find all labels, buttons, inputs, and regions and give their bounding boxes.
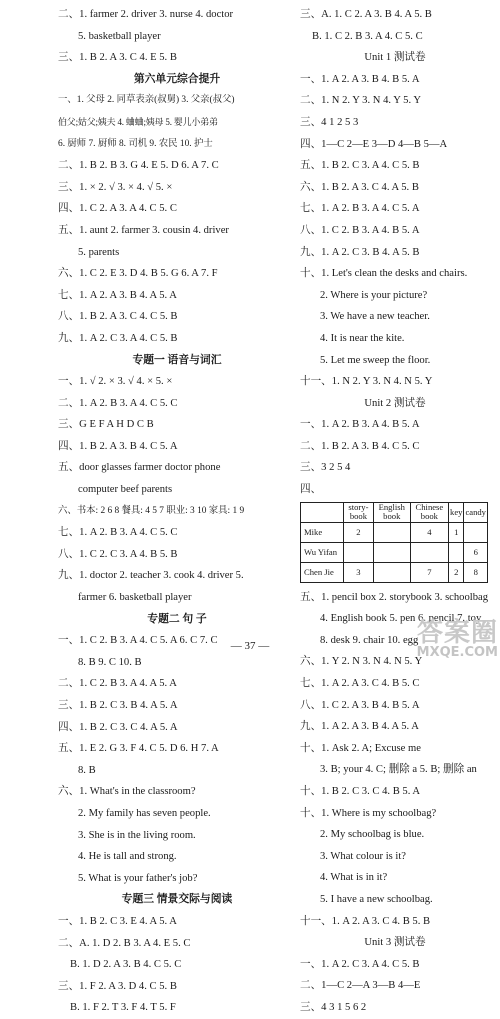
answer-line: 一、1. A 2. C 3. A 4. C 5. B (300, 958, 420, 970)
watermark-logo: 答案圈 (416, 618, 498, 648)
answer-line: 一、1. √ 2. × 3. √ 4. × 5. × (58, 376, 173, 388)
answer-line: 二、1. B 2. A 3. B 4. C 5. C (300, 440, 420, 452)
answer-line: 四、1. B 2. C 3. C 4. A 5. A (58, 721, 178, 733)
answer-line: 伯父;姑父;姨夫 4. 蛐蛐;姨母 5. 婴儿小弟弟 (58, 116, 218, 127)
table-header-cell: key (449, 502, 464, 522)
table-header-cell: story-book (344, 502, 374, 522)
table-cell: 8 (464, 562, 488, 582)
answer-line: 五、door glasses farmer doctor phone (58, 462, 221, 474)
answer-line: 三、1. F 2. A 3. D 4. C 5. B (58, 980, 177, 992)
answer-line: 六、1. B 2. A 3. C 4. A 5. B (300, 181, 419, 193)
answer-line: 八、1. B 2. A 3. C 4. C 5. B (58, 311, 178, 323)
answer-line: 一、1. C 2. B 3. A 4. C 5. A 6. C 7. C (58, 635, 218, 647)
table-cell: 7 (410, 562, 448, 582)
answer-line: 九、1. A 2. C 3. A 4. C 5. B (58, 332, 178, 344)
answer-line: 七、1. A 2. B 3. A 4. C 5. A (300, 203, 420, 215)
answer-line: 2. Where is your picture? (320, 289, 428, 301)
answer-line: 6. 厨师 7. 厨师 8. 司机 9. 农民 10. 护士 (58, 138, 213, 149)
answer-line: 三、1. B 2. C 3. B 4. A 5. A (58, 700, 178, 711)
answer-line: 五、1. pencil box 2. storybook 3. schoolbag (300, 591, 489, 603)
answer-line: 8. desk 9. chair 10. egg (320, 634, 419, 646)
answer-line: 七、1. A 2. B 3. A 4. C 5. C (58, 527, 178, 539)
answer-line: 8. B (78, 764, 96, 776)
watermark-url: MXQE.COM (416, 645, 498, 660)
answer-line: 5. Let me sweep the floor. (320, 354, 431, 366)
answer-line: 一、1. 父母 2. 同草表亲(叔舅) 3. 父亲(叔父) (58, 95, 235, 106)
answer-line: 十、1. Ask 2. A; Excuse me (300, 742, 421, 754)
answer-line: 十一、1. N 2. Y 3. N 4. N 5. Y (300, 376, 433, 388)
answer-line: 3. We have a new teacher. (320, 311, 430, 323)
answer-line: 四、 (300, 484, 322, 496)
answer-line: 5. parents (78, 246, 120, 258)
answer-line: 九、1. doctor 2. teacher 3. cook 4. driver 5. (58, 570, 244, 582)
page-number: — 37 — (230, 640, 270, 652)
table-cell: 2 (344, 522, 374, 542)
table-cell (373, 542, 410, 562)
answer-line: 二、1. N 2. Y 3. N 4. Y 5. Y (300, 95, 422, 107)
answer-line: 十、1. B 2. C 3. C 4. B 5. A (300, 786, 421, 797)
answer-line: 二、1. B 2. B 3. G 4. E 5. D 6. A 7. C (58, 160, 219, 172)
section-heading: Unit 3 测试卷 (364, 937, 426, 949)
answer-line: 六、1. What's in the classroom? (58, 786, 196, 798)
answer-line: 六、1. C 2. E 3. D 4. B 5. G 6. A 7. F (58, 268, 218, 280)
table-header-cell (301, 502, 344, 522)
answer-line: 三、A. 1. C 2. A 3. B 4. A 5. B (300, 9, 432, 20)
section-heading: 专题一 语音与词汇 (132, 353, 222, 366)
answer-line: 5. basketball player (78, 30, 161, 42)
count-table (300, 502, 488, 583)
answer-line: 4. It is near the kite. (320, 332, 405, 344)
table-cell (449, 542, 464, 562)
answer-line: 2. My family has seven people. (78, 807, 211, 819)
table-row (301, 562, 488, 582)
answer-line: 七、1. A 2. A 3. C 4. B 5. C (300, 678, 420, 690)
answer-line: 十一、1. A 2. A 3. C 4. B 5. B (300, 915, 431, 927)
table-cell (344, 542, 374, 562)
answer-line: 八、1. C 2. C 3. A 4. B 5. B (58, 548, 178, 560)
answer-line: 一、1. A 2. A 3. B 4. B 5. A (300, 73, 420, 85)
answer-line: 二、1. farmer 2. driver 3. nurse 4. doctor (58, 9, 234, 20)
table-row (301, 522, 488, 542)
table-row-label: Mike (301, 522, 344, 542)
table-cell: 2 (449, 562, 464, 582)
table-cell: 1 (449, 522, 464, 542)
answer-line: 四、1—C 2—E 3—D 4—B 5—A (300, 138, 448, 150)
answer-line: 一、1. B 2. C 3. E 4. A 5. A (58, 915, 177, 927)
answer-line: 二、1. C 2. B 3. A 4. A 5. A (58, 678, 177, 690)
table-row (301, 542, 488, 562)
right-column (300, 4, 490, 1019)
right-column-top (300, 4, 490, 501)
answer-line: B. 1. F 2. T 3. F 4. T 5. F (70, 1002, 176, 1014)
answer-line: 三、1. × 2. √ 3. × 4. √ 5. × (58, 181, 173, 193)
answer-line: 3. What colour is it? (320, 850, 407, 862)
answer-line: 5. What is your father's job? (78, 872, 198, 884)
answer-line: 4. He is tall and strong. (78, 851, 177, 863)
answer-line: B. 1. D 2. A 3. B 4. C 5. C (70, 959, 182, 971)
answer-line: 5. I have a new schoolbag. (320, 893, 433, 905)
answer-line: farmer 6. basketball player (78, 592, 192, 604)
answer-line: 4. English book 5. pen 6. pencil 7. toy (320, 613, 482, 625)
answer-line: computer beef parents (78, 484, 173, 496)
answer-line: 三、3 2 5 4 (300, 462, 351, 474)
answer-line: 2. My schoolbag is blue. (320, 829, 425, 841)
table-cell: 3 (344, 562, 374, 582)
table-cell (410, 542, 448, 562)
answer-line: 三、G E F A H D C B (58, 419, 154, 431)
table-header-cell: English book (373, 502, 410, 522)
table-header-row (301, 502, 488, 522)
answer-line: 五、1. aunt 2. farmer 3. cousin 4. driver (58, 224, 229, 236)
table-row-label: Chen Jie (301, 562, 344, 582)
section-heading: Unit 2 测试卷 (364, 397, 426, 409)
section-heading: Unit 1 测试卷 (364, 52, 426, 64)
answer-line: 一、1. A 2. B 3. A 4. B 5. A (300, 419, 420, 431)
section-heading: 专题二 句 子 (147, 612, 207, 625)
table-header-cell: candy (464, 502, 488, 522)
left-column (58, 4, 296, 1019)
answer-line: 十、1. Where is my schoolbag? (300, 807, 437, 819)
answer-line: 九、1. A 2. A 3. B 4. A 5. A (300, 721, 419, 733)
answer-line: 四、1. C 2. A 3. A 4. C 5. C (58, 203, 177, 215)
answer-line: 六、1. Y 2. N 3. N 4. N 5. Y (300, 656, 423, 668)
answer-line: 8. B 9. C 10. B (78, 656, 142, 668)
table-header-cell: Chinese book (410, 502, 448, 522)
answer-line: 二、1. A 2. B 3. A 4. C 5. C (58, 397, 178, 409)
answer-line: 二、1—C 2—A 3—B 4—E (300, 980, 421, 992)
table-row-label: Wu Yifan (301, 542, 344, 562)
answer-line: 八、1. C 2. B 3. A 4. B 5. A (300, 224, 420, 236)
table-cell (373, 562, 410, 582)
answer-line: 五、1. E 2. G 3. F 4. C 5. D 6. H 7. A (58, 743, 219, 755)
answer-line: 四、1. B 2. A 3. B 4. C 5. A (58, 440, 178, 452)
section-heading: 第六单元综合提升 (133, 72, 221, 85)
answer-line: 九、1. A 2. C 3. B 4. A 5. B (300, 246, 420, 258)
answer-line: 4. What is in it? (320, 872, 388, 884)
answer-line: 七、1. A 2. A 3. B 4. A 5. A (58, 289, 177, 301)
answer-line: 六、书本: 2 6 8 餐具: 4 5 7 职业: 3 10 家具: 1 9 (58, 505, 245, 516)
table-cell (464, 522, 488, 542)
table-cell: 4 (410, 522, 448, 542)
answer-line: 二、A. 1. D 2. B 3. A 4. E 5. C (58, 937, 191, 949)
answer-line: 三、4 3 1 5 6 2 (300, 1001, 367, 1013)
answer-line: 3. She is in the living room. (78, 829, 196, 841)
answer-line: 三、1. B 2. A 3. C 4. E 5. B (58, 52, 177, 64)
table-cell: 6 (464, 542, 488, 562)
answer-line: B. 1. C 2. B 3. A 4. C 5. C (312, 30, 423, 42)
answer-line: 3. B; your 4. C; 删除 a 5. B; 删除 an (320, 764, 477, 776)
watermark (417, 612, 498, 660)
answer-line: 三、4 1 2 5 3 (300, 116, 359, 128)
answer-line: 十、1. Let's clean the desks and chairs. (300, 268, 468, 280)
section-heading: 专题三 情景交际与阅读 (121, 893, 233, 906)
answer-line: 八、1. C 2. A 3. B 4. B 5. A (300, 699, 420, 711)
answer-line: 五、1. B 2. C 3. A 4. C 5. B (300, 160, 420, 172)
table-cell (373, 522, 410, 542)
